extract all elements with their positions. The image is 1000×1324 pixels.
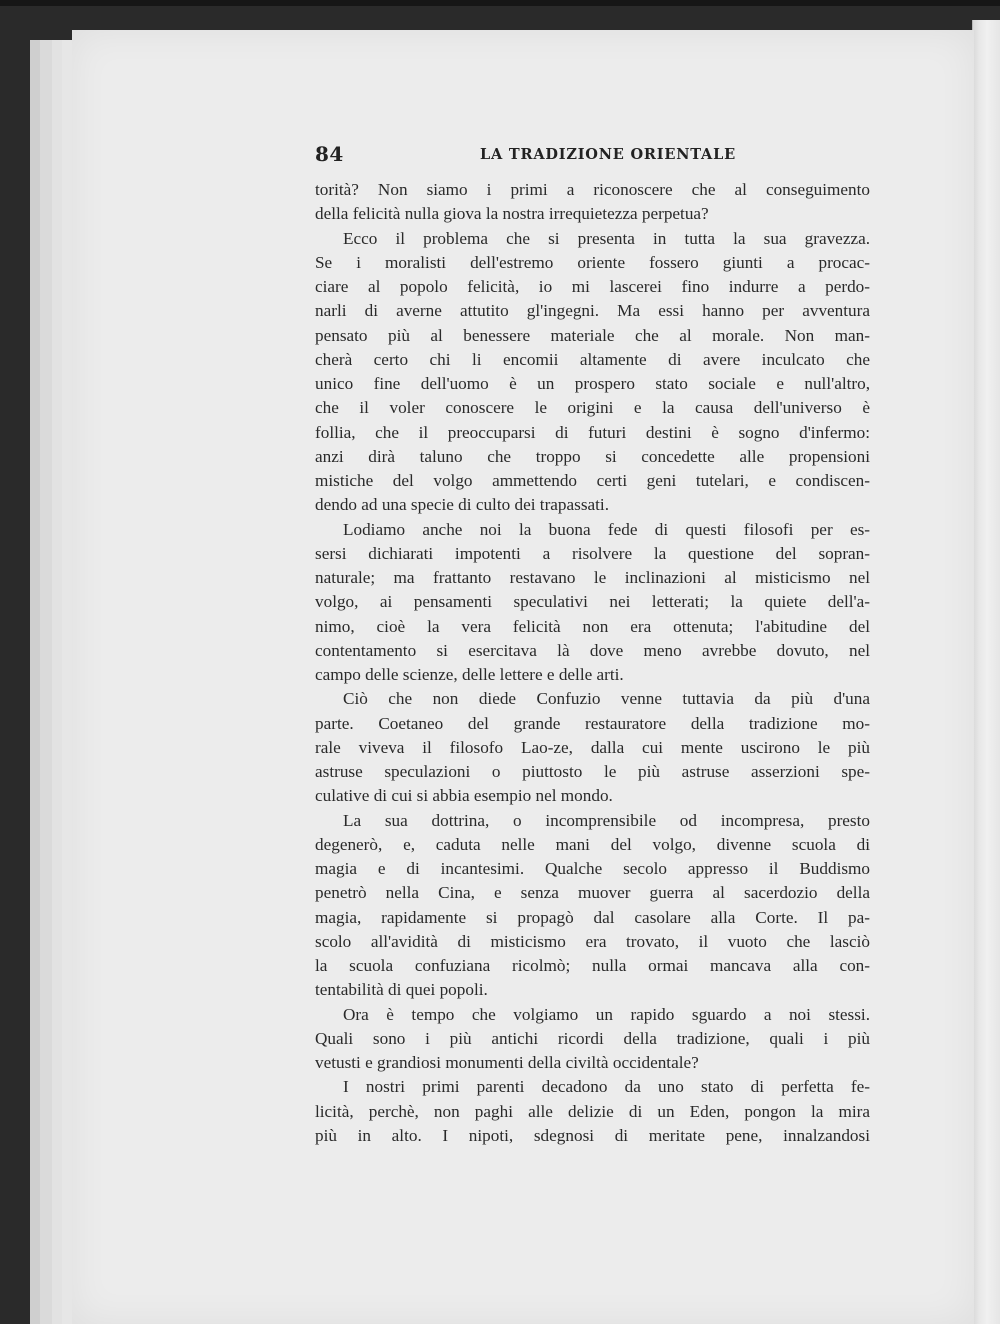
text-line: nimo, cioè la vera felicità non era ottenuta; l'abitudine del — [315, 616, 870, 636]
text-line: Ecco il problema che si presenta in tutta la sua gravezza. — [343, 228, 870, 248]
text-line: torità? Non siamo i primi a riconoscere che al conseguimento — [315, 180, 870, 199]
text-line: astruse speculazioni o piuttosto le più astruse asserzioni spe- — [315, 762, 870, 781]
text-line: la scuola confuziana ricolmò; nulla ormai mancava alla con- — [315, 956, 870, 975]
text-line: dendo ad una specie di culto dei trapassati. — [315, 495, 610, 515]
text-line: naturale; ma frattanto restavano le inclinazioni al misticismo nel — [315, 568, 870, 587]
text-line: follia, che il preoccuparsi di futuri destini è sogno d'infermo: — [315, 422, 870, 442]
text-line: campo delle scienze, delle lettere e delle arti. — [315, 665, 624, 684]
text-line: magia e di incantesimi. Qualche secolo appresso il Buddismo — [315, 859, 870, 878]
text-line: anzi dirà taluno che troppo si concedette alle propensioni — [315, 446, 870, 466]
text-line: pensato più al benessere materiale che al morale. Non man- — [315, 325, 870, 345]
text-line: unico fine dell'uomo è un prospero stato sociale e null'altro, — [315, 374, 870, 393]
text-line: più in alto. I nipoti, sdegnosi di meritate pene, innalzandosi — [315, 1125, 870, 1145]
text-line: sersi dichiarati impotenti a risolvere la questione del sopran- — [315, 543, 870, 563]
facing-page-edge — [972, 20, 1000, 1324]
text-line: I nostri primi parenti decadono da uno stato di perfetta fe- — [343, 1077, 870, 1097]
text-line: Ciò che non diede Confuzio venne tuttavia da più d'una — [343, 689, 870, 709]
text-line: Ora è tempo che volgiamo un rapido sguardo a noi stessi. — [343, 1004, 870, 1024]
text-line: scolo all'avidità di misticismo era trovato, il vuoto che lasciò — [315, 931, 870, 951]
text-line: Lodiamo anche noi la buona fede di questi filosofi per es- — [343, 519, 870, 539]
page-header — [315, 142, 870, 170]
text-line: che il voler conoscere le origini e la causa dell'universo è — [315, 398, 870, 418]
text-line: ciare al popolo felicità, io mi lascerei fino indurre a perdo- — [315, 277, 870, 296]
text-line: rale viveva il filosofo Lao-ze, dalla cui mente uscirono le più — [315, 737, 870, 757]
text-line: della felicità nulla giova la nostra irrequietezza perpetua? — [315, 204, 709, 224]
text-line: volgo, ai pensamenti speculativi nei letterati; la quiete dell'a- — [315, 592, 870, 612]
body-text — [315, 178, 870, 1148]
text-line: La sua dottrina, o incomprensibile od incompresa, presto — [343, 810, 870, 830]
text-line: penetrò nella Cina, e senza muover guerra al sacerdozio della — [315, 883, 870, 903]
page-number: 84 — [315, 142, 344, 166]
text-line: Se i moralisti dell'estremo oriente fossero giunti a procac- — [315, 252, 870, 272]
running-head: LA TRADIZIONE ORIENTALE — [480, 146, 736, 163]
text-line: narli di averne attutito gl'ingegni. Ma essi hanno per avventura — [315, 301, 870, 321]
text-line: tentabilità di quei popoli. — [315, 980, 488, 1000]
text-line: licità, perchè, non paghi alle delizie di un Eden, pongon la mira — [315, 1101, 870, 1121]
text-line: contentamento si esercitava là dove meno avrebbe dovuto, nel — [315, 640, 870, 660]
text-line: magia, rapidamente si propagò dal casolare alla Corte. Il pa- — [315, 907, 870, 927]
text-line: degenerò, e, caduta nelle mani del volgo, divenne scuola di — [315, 834, 870, 854]
text-line: mistiche del volgo ammettendo certi geni tutelari, e condiscen- — [315, 471, 870, 490]
text-line: culative di cui si abbia esempio nel mondo. — [315, 786, 613, 806]
text-line: cherà certo chi li encomii altamente di avere inculcato che — [315, 349, 870, 369]
text-line: vetusti e grandiosi monumenti della civiltà occidentale? — [315, 1053, 699, 1072]
text-line: Quali sono i più antichi ricordi della tradizione, quali i più — [315, 1028, 870, 1048]
text-line: parte. Coetaneo del grande restauratore della tradizione mo- — [315, 713, 870, 733]
